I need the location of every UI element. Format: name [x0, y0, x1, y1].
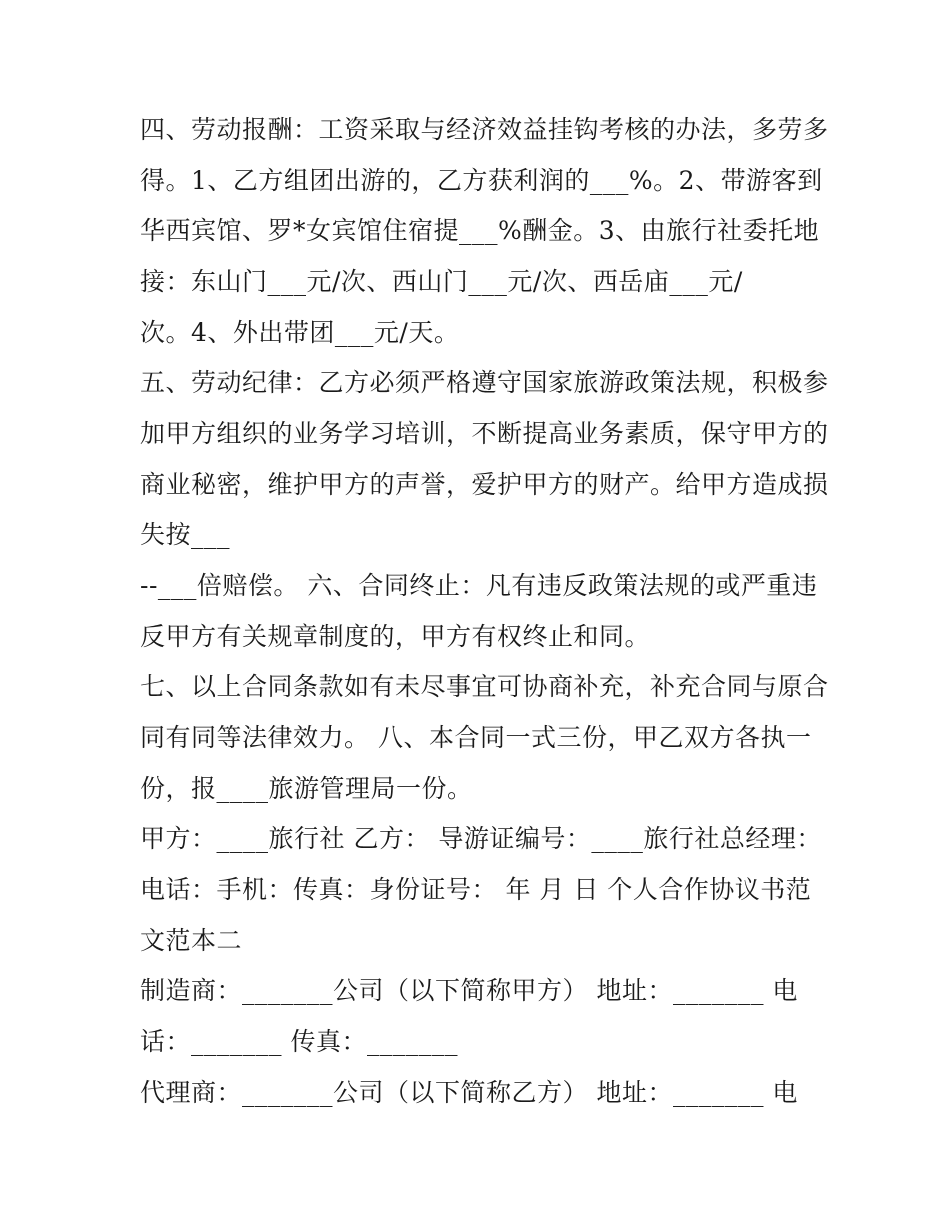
- text-line: 反甲方有关规章制度的，甲方有权终止和同。: [140, 622, 651, 651]
- text-line: 商业秘密，维护甲方的声誉，爱护甲方的财产。给甲方造成损: [140, 470, 829, 499]
- text-line: 四、劳动报酬：工资采取与经济效益挂钩考核的办法，多劳多: [140, 115, 829, 144]
- text-line: 七、以上合同条款如有未尽事宜可协商补充，补充合同与原合: [140, 672, 829, 701]
- text-line: 话：_______ 传真：_______: [140, 1027, 458, 1056]
- text-line: 次。4、外出带团___元/天。: [140, 318, 460, 347]
- text-line: 份，报____旅游管理局一份。: [140, 774, 473, 803]
- text-line: 同有同等法律效力。 八、本合同一式三份，甲乙双方各执一: [140, 723, 812, 752]
- text-line: 接：东山门___元/次、西山门___元/次、西岳庙___元/: [140, 267, 743, 296]
- text-line: 加甲方组织的业务学习培训，不断提高业务素质，保守甲方的: [140, 419, 829, 448]
- text-line: 文范本二: [140, 926, 243, 955]
- text-line: 甲方：____旅行社 乙方： 导游证编号：____旅行社总经理：: [140, 824, 822, 853]
- text-line: --___倍赔偿。 六、合同终止：凡有违反政策法规的或严重违: [140, 571, 818, 600]
- text-line: 制造商：_______公司（以下简称甲方） 地址：_______ 电: [140, 976, 798, 1005]
- text-line: 电话：手机：传真：身份证号： 年 月 日 个人合作协议书范: [140, 875, 812, 904]
- text-line: 代理商：_______公司（以下简称乙方） 地址：_______ 电: [140, 1078, 798, 1107]
- text-line: 得。1、乙方组团出游的，乙方获利润的___%。2、带游客到: [140, 166, 823, 195]
- text-line: 华西宾馆、罗*女宾馆住宿提___%酬金。3、由旅行社委托地: [140, 216, 820, 245]
- text-line: 五、劳动纪律：乙方必须严格遵守国家旅游政策法规，积极参: [140, 368, 829, 397]
- text-line: 失按___: [140, 520, 231, 549]
